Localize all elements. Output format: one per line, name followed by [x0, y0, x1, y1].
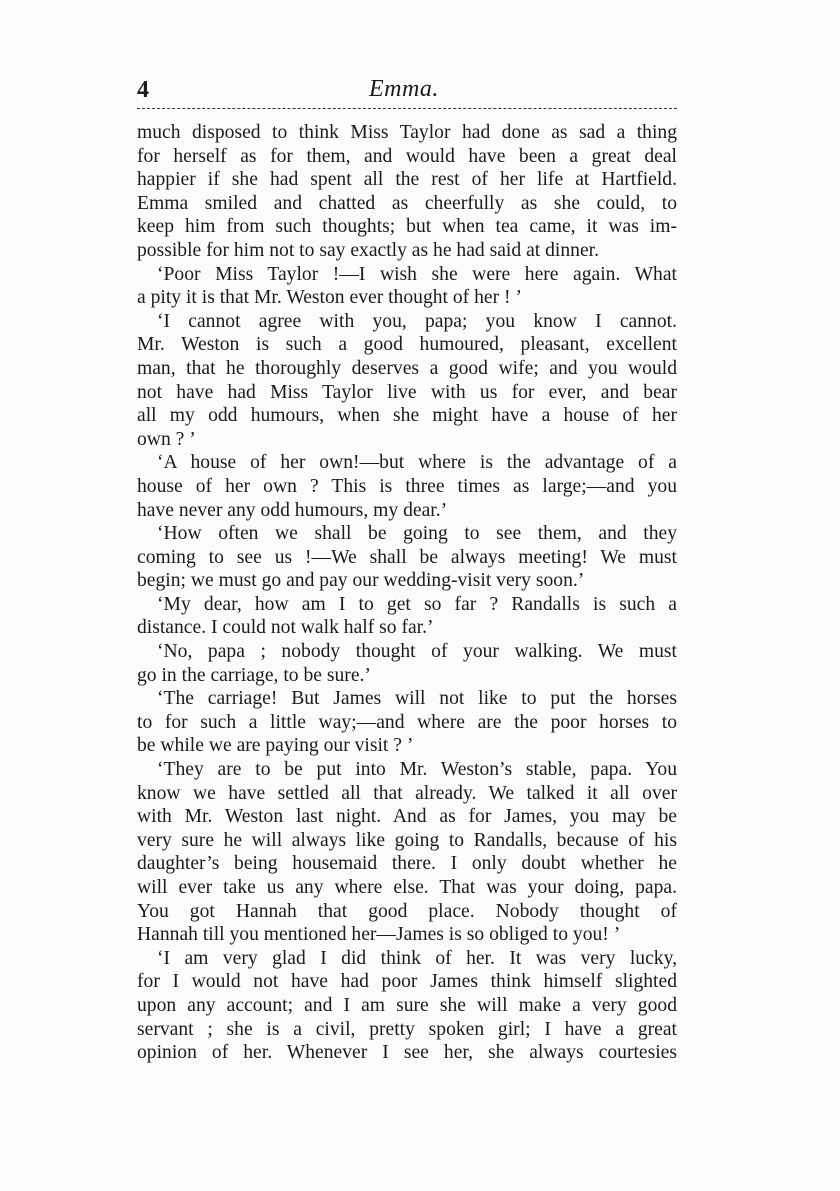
- text-line: know we have settled all that already. We talked it all over: [137, 782, 677, 804]
- text-line: not have had Miss Taylor live with us for ever, and bear: [137, 381, 677, 403]
- text-line: ‘How often we shall be going to see them, and they: [157, 523, 677, 545]
- text-line: all my odd humours, when she might have a house of her: [137, 405, 677, 427]
- text-line: be while we are paying our visit ? ’: [137, 735, 414, 757]
- text-line: happier if she had spent all the rest of her life at Hartfield.: [137, 169, 677, 191]
- text-line: for I would not have had poor James think himself slighted: [137, 971, 677, 993]
- header-rule: [137, 108, 677, 109]
- text-line: go in the carriage, to be sure.’: [137, 664, 371, 686]
- text-line: Mr. Weston is such a good humoured, pleasant, excellent: [137, 334, 677, 356]
- text-line: very sure he will always like going to Randalls, because of his: [137, 829, 677, 851]
- text-line: daughter’s being housemaid there. I only doubt whether he: [137, 853, 677, 875]
- text-line: much disposed to think Miss Taylor had done as sad a thing: [137, 122, 677, 143]
- text-line: ‘I am very glad I did think of her. It was very lucky,: [157, 947, 677, 969]
- page-number: 4: [137, 77, 149, 103]
- text-line: upon any account; and I am sure she will make a very good: [137, 994, 677, 1016]
- text-line: ‘They are to be put into Mr. Weston’s stable, papa. You: [157, 759, 677, 781]
- text-line: house of her own ? This is three times as large;—and you: [137, 475, 677, 497]
- text-line: ‘A house of her own!—but where is the advantage of a: [157, 452, 677, 474]
- text-line: distance. I could not walk half so far.’: [137, 617, 434, 639]
- text-line: servant ; she is a civil, pretty spoken girl; I have a great: [137, 1018, 677, 1040]
- text-line: ‘My dear, how am I to get so far ? Randalls is such a: [157, 593, 677, 615]
- text-line: have never any odd humours, my dear.’: [137, 499, 448, 521]
- text-line: a pity it is that Mr. Weston ever thought of her ! ’: [137, 287, 522, 309]
- text-line: coming to see us !—We shall be always meeting! We must: [137, 546, 677, 568]
- text-line: ‘I cannot agree with you, papa; you know I cannot.: [157, 310, 677, 332]
- text-line: with Mr. Weston last night. And as for James, you may be: [137, 806, 677, 828]
- text-line: opinion of her. Whenever I see her, she always courtesies: [137, 1042, 677, 1064]
- text-line: ‘No, papa ; nobody thought of your walking. We must: [157, 641, 677, 663]
- page-header: [137, 74, 677, 108]
- text-line: will ever take us any where else. That was your doing, papa.: [137, 877, 677, 898]
- text-line: for herself as for them, and would have been a great deal: [137, 145, 677, 167]
- text-line: to for such a little way;—and where are the poor horses to: [137, 711, 677, 733]
- text-line: man, that he thoroughly deserves a good wife; and you would: [137, 357, 677, 379]
- text-line: begin; we must go and pay our wedding-visit very soon.’: [137, 570, 585, 592]
- text-line: ‘The carriage! But James will not like to put the horses: [157, 688, 677, 710]
- text-line: ‘Poor Miss Taylor !—I wish she were here again. What: [157, 263, 677, 285]
- running-title: Emma.: [369, 76, 439, 102]
- text-line: Emma smiled and chatted as cheerfully as she could, to: [137, 192, 677, 214]
- text-line: possible for him not to say exactly as he had said at dinner.: [137, 239, 599, 261]
- text-line: You got Hannah that good place. Nobody thought of: [137, 900, 677, 922]
- text-line: own ? ’: [137, 428, 196, 450]
- text-line: keep him from such thoughts; but when tea came, it was im-: [137, 216, 677, 238]
- text-line: Hannah till you mentioned her—James is so obliged to you! ’: [137, 924, 621, 946]
- body-text: [137, 121, 677, 1065]
